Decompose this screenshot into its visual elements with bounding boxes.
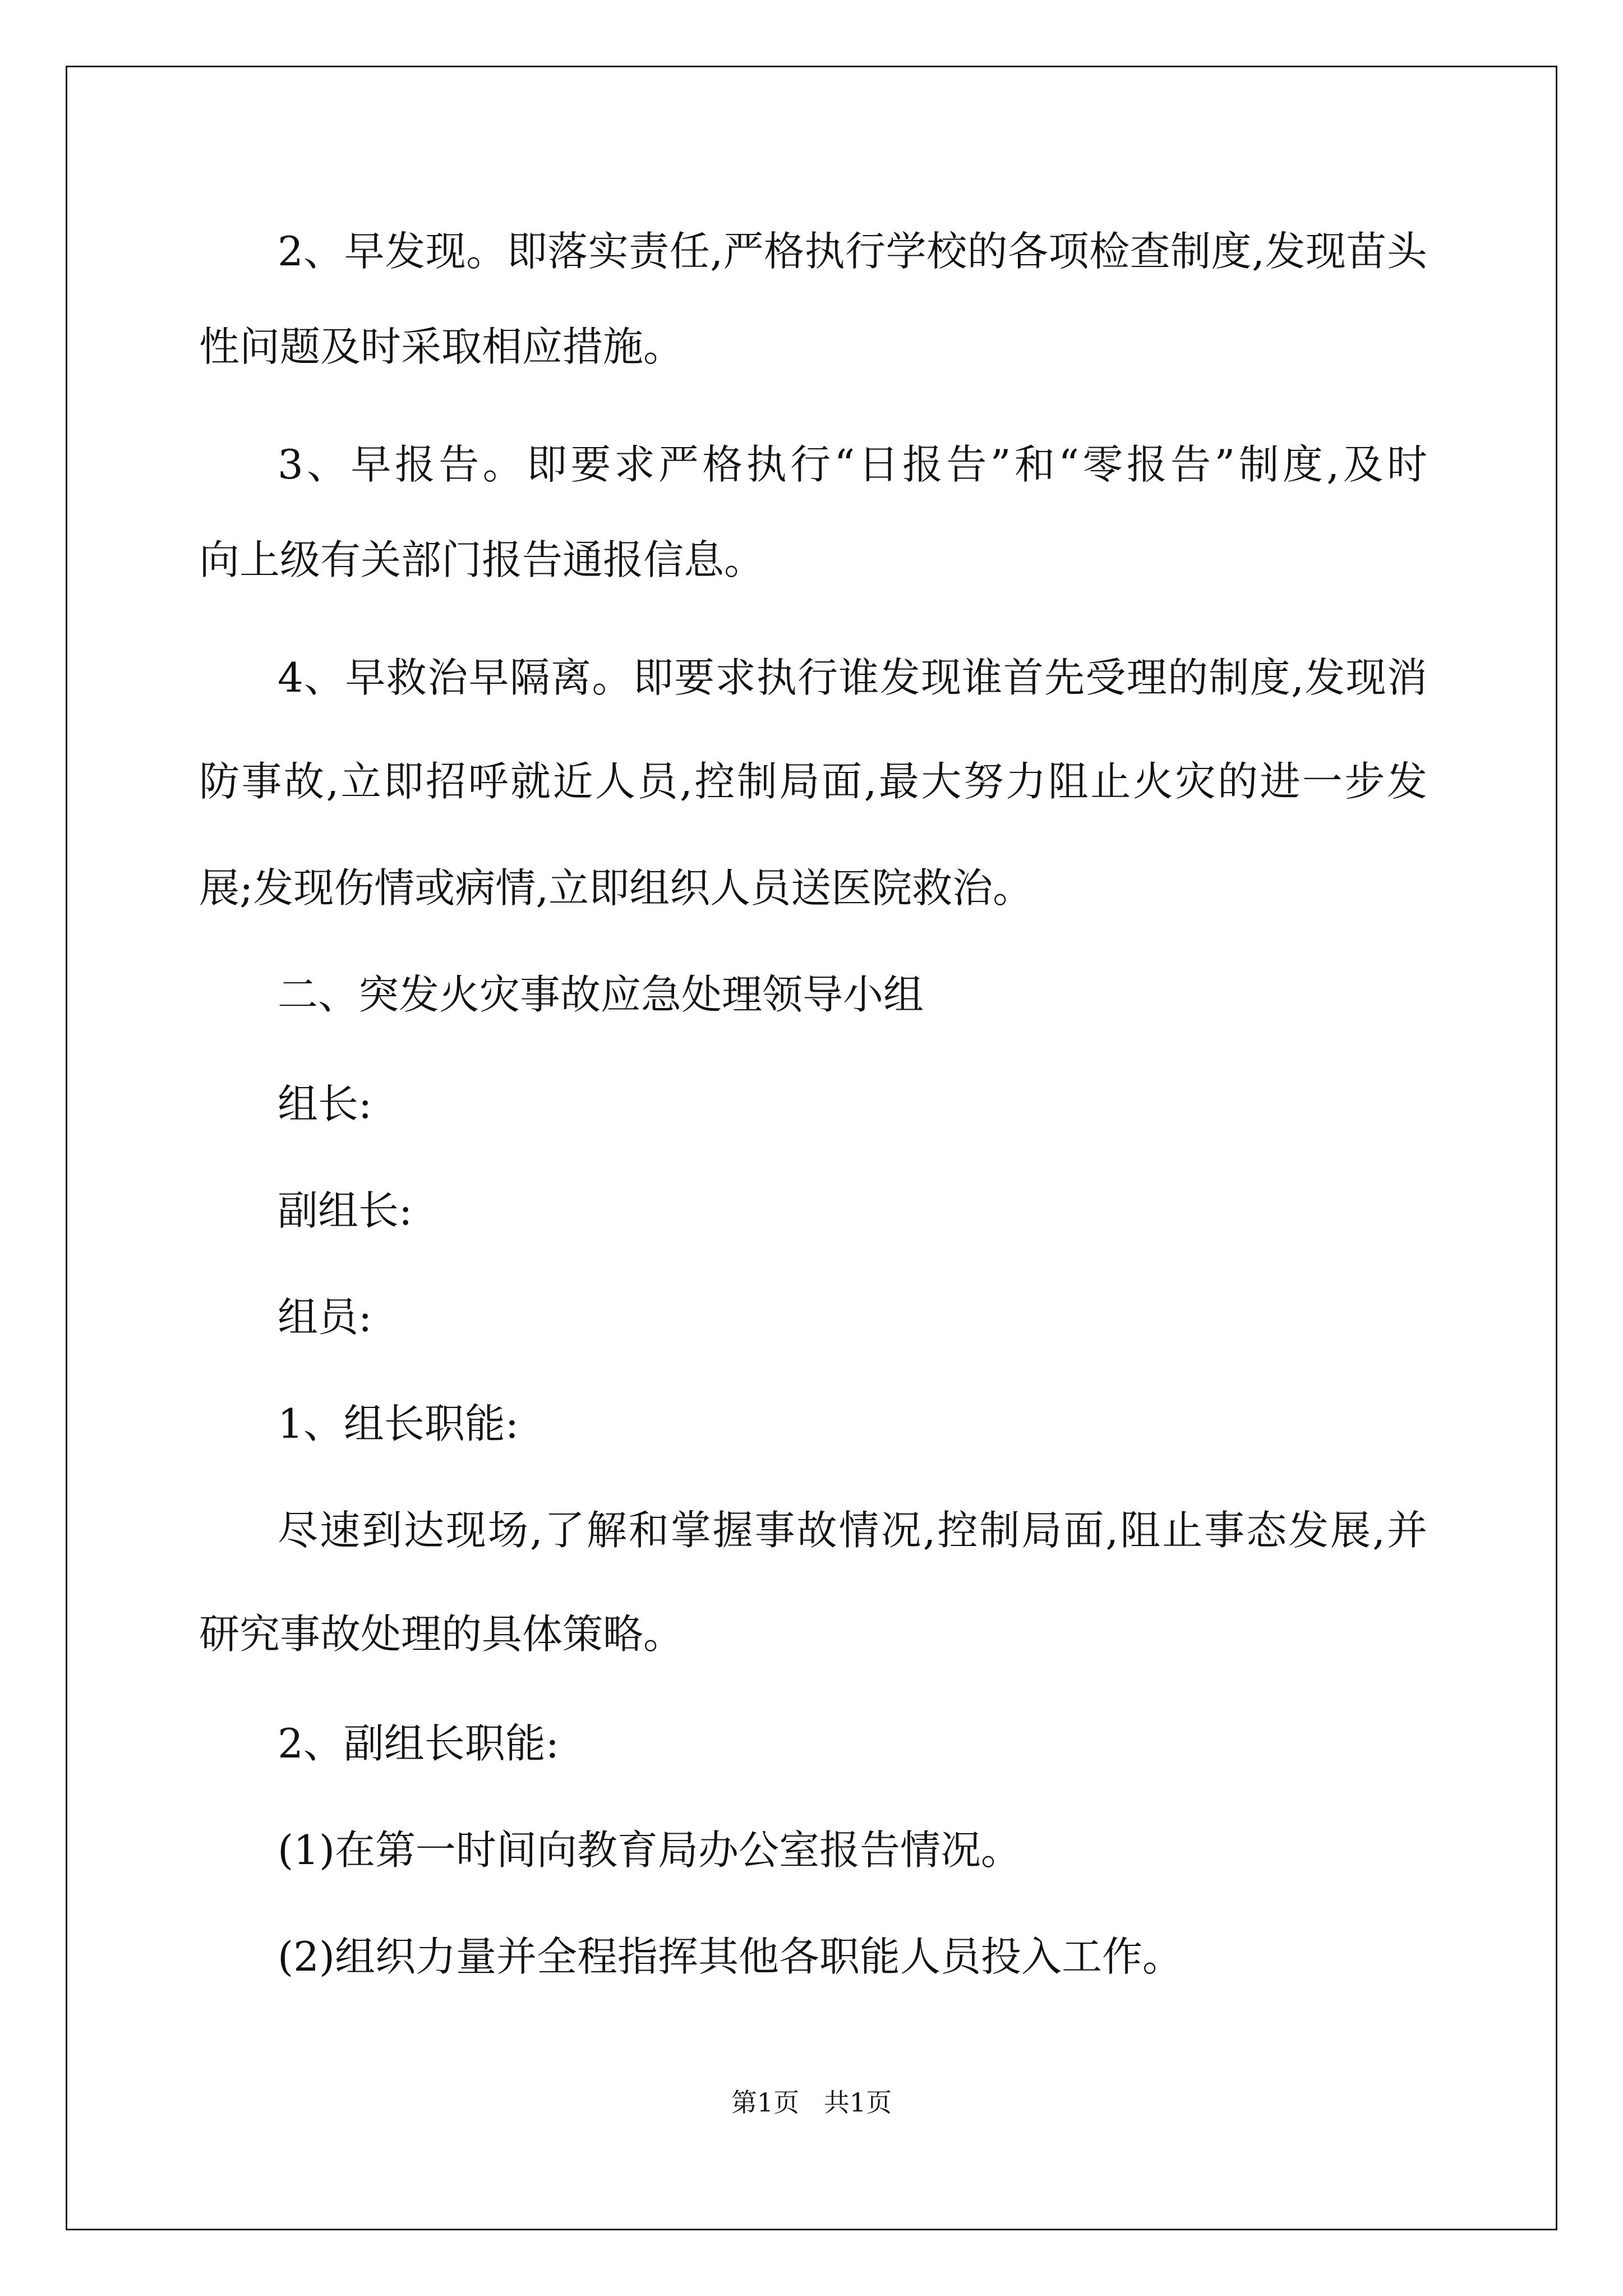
- paragraph-line: 性问题及时采取相应措施。: [199, 323, 684, 370]
- paragraph-line: 防事故,立即招呼就近人员,控制局面,最大努力阻止火灾的进一步发: [199, 758, 1427, 805]
- paragraph-line: 研究事故处理的具体策略。: [199, 1611, 684, 1658]
- paragraph-line: 组长:: [278, 1080, 372, 1128]
- page-footer: 第1页 共1页: [731, 2087, 892, 2118]
- paragraph-line: 3、早报告。即要求严格执行“日报告”和“零报告”制度,及时: [278, 441, 1427, 488]
- paragraph-line: 组员:: [278, 1294, 372, 1341]
- paragraph-line: 尽速到达现场,了解和掌握事故情况,控制局面,阻止事态发展,并: [278, 1507, 1427, 1554]
- paragraph-line: 2、早发现。即落实责任,严格执行学校的各项检查制度,发现苗头: [278, 228, 1427, 275]
- paragraph-line: (1)在第一时间向教育局办公室报告情况。: [278, 1826, 1021, 1874]
- paragraph-line: 2、副组长职能:: [278, 1720, 560, 1767]
- paragraph-line: 向上级有关部门报告通报信息。: [199, 536, 765, 583]
- section-heading: 二、突发火灾事故应急处理领导小组: [278, 971, 924, 1018]
- paragraph-line: 副组长:: [278, 1187, 413, 1234]
- paragraph-line: 4、早救治早隔离。即要求执行谁发现谁首先受理的制度,发现消: [278, 654, 1427, 701]
- page-border: [66, 66, 1557, 2230]
- paragraph-line: 1、组长职能:: [278, 1400, 519, 1447]
- paragraph-line: 展;发现伤情或病情,立即组织人员送医院救治。: [199, 864, 1034, 912]
- paragraph-line: (2)组织力量并全程指挥其他各职能人员投入工作。: [278, 1933, 1183, 1980]
